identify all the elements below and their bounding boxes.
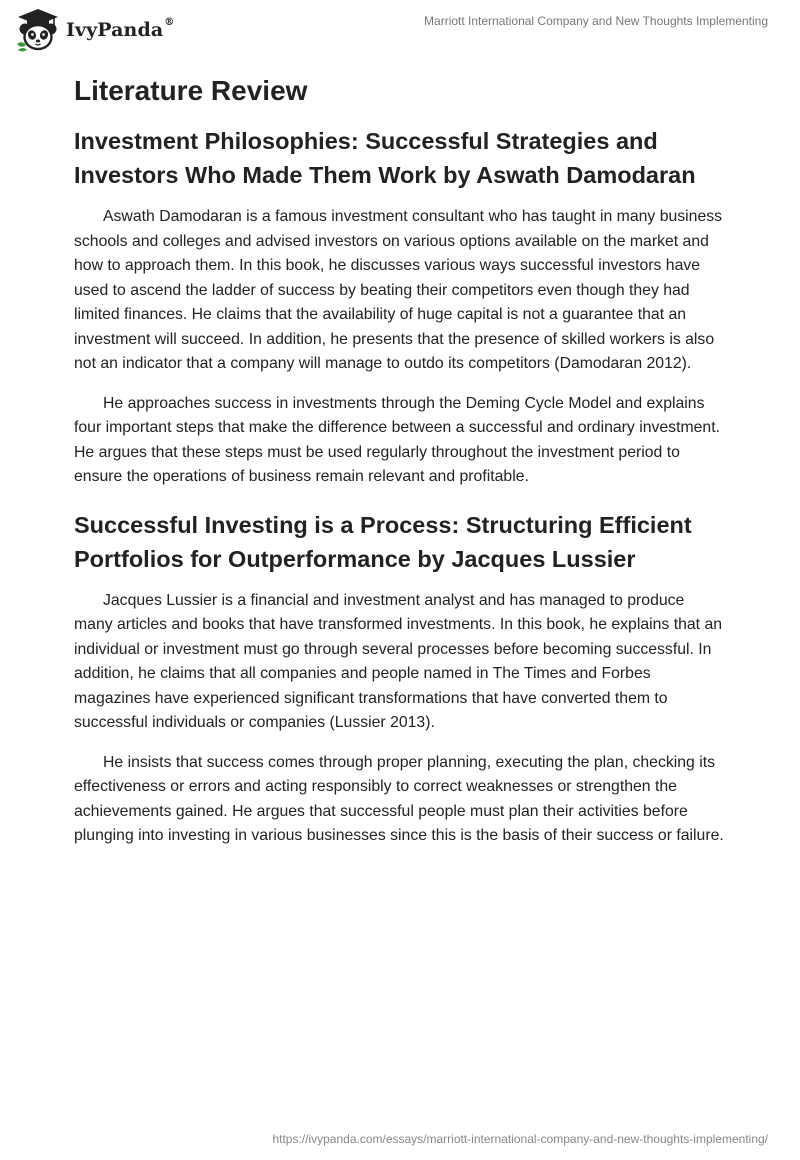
essay-content — [74, 74, 724, 849]
section-heading: Successful Investing is a Process: Structuring Efficient Portfolios for Outperformance by Jacques Lussier — [74, 511, 692, 572]
paragraph: Aswath Damodaran is a famous investment consultant who has taught in many business schools and colleges and advised investors on various options available on the market and how to approach them. In this book, he discusses various ways successful investors have used to ascend the ladder of success by beating their competitors even though they had limited finances. He claims that the availability of huge capital is not a guarantee that an investment will succeed. In addition, he presents that the presence of skilled workers is also not an indicator that a company will manage to outdo its competitors (Damodaran 2012). — [74, 208, 723, 372]
document-title: Marriott International Company and New Thoughts Implementing — [424, 14, 768, 28]
ivypanda-logo[interactable] — [14, 8, 174, 52]
paragraph: Jacques Lussier is a financial and investment analyst and has managed to produce many articles and books that have transformed investments. In this book, he explains that an individual or investment must go through several processes before becoming successful. In addition, he claims that all companies and people named in The Times and Forbes magazines have experienced significant transformations that have converted them to successful individuals or companies (Lussier 2013). — [74, 591, 723, 731]
brand-name: IvyPanda® — [66, 17, 175, 41]
page-header — [0, 0, 800, 60]
paragraph: He insists that success comes through proper planning, executing the plan, checking its effectiveness or errors and acting responsibly to correct weaknesses or strengthen the achievements gained. He argues that successful people must plan their activities before plunging into investing in various businesses since this is the basis of their success or failure. — [74, 753, 724, 844]
source-url-link[interactable]: https://ivypanda.com/essays/marriott-international-company-and-new-thoughts-implementing/ — [272, 1132, 768, 1146]
paragraph: He approaches success in investments through the Deming Cycle Model and explains four important steps that make the difference between a successful and ordinary investment. He argues that these steps must be used regularly throughout the investment period to ensure the operations of business remain relevant and profitable. — [74, 394, 720, 485]
section-heading: Investment Philosophies: Successful Strategies and Investors Who Made Them Work by Aswath Damodaran — [74, 128, 696, 188]
page-title: Literature Review — [74, 75, 308, 106]
panda-graduate-icon — [14, 8, 62, 52]
